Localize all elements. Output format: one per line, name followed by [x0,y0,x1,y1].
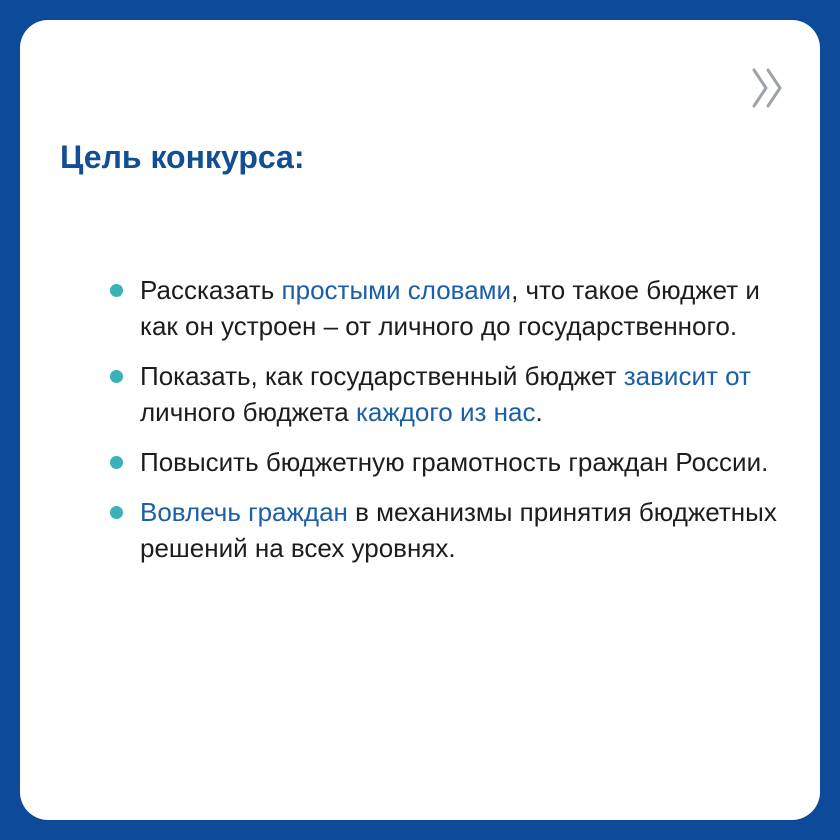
goal-text: Рассказать [140,275,282,305]
goal-highlight: Вовлечь граждан [140,497,348,527]
page-title: Цель конкурса: [60,139,305,175]
goal-highlight: простыми словами [281,275,512,305]
goal-item [110,444,800,480]
goal-text: , что такое бюджет и как он устроен – от личного до государственного. [140,275,760,341]
double-chevron-right-icon[interactable] [750,64,786,112]
goal-highlight: каждого из нас [355,397,536,427]
goal-item [110,358,800,430]
goal-highlight: зависит от [623,361,751,391]
dot-icon [110,456,123,469]
goal-list [110,272,800,580]
goal-text: в механизмы принятия бюджетных решений на всех уровнях. [140,497,777,563]
goal-text: Показать, как государственный бюджет [140,361,624,391]
content-card [20,20,820,820]
goal-text: . [535,397,543,427]
goal-text: Повысить бюджетную грамотность граждан России. [140,447,769,477]
goal-item [110,272,800,344]
dot-icon [110,284,123,297]
goal-text: личного бюджета [140,397,356,427]
goal-item [110,494,800,566]
dot-icon [110,370,123,383]
dot-icon [110,506,123,519]
